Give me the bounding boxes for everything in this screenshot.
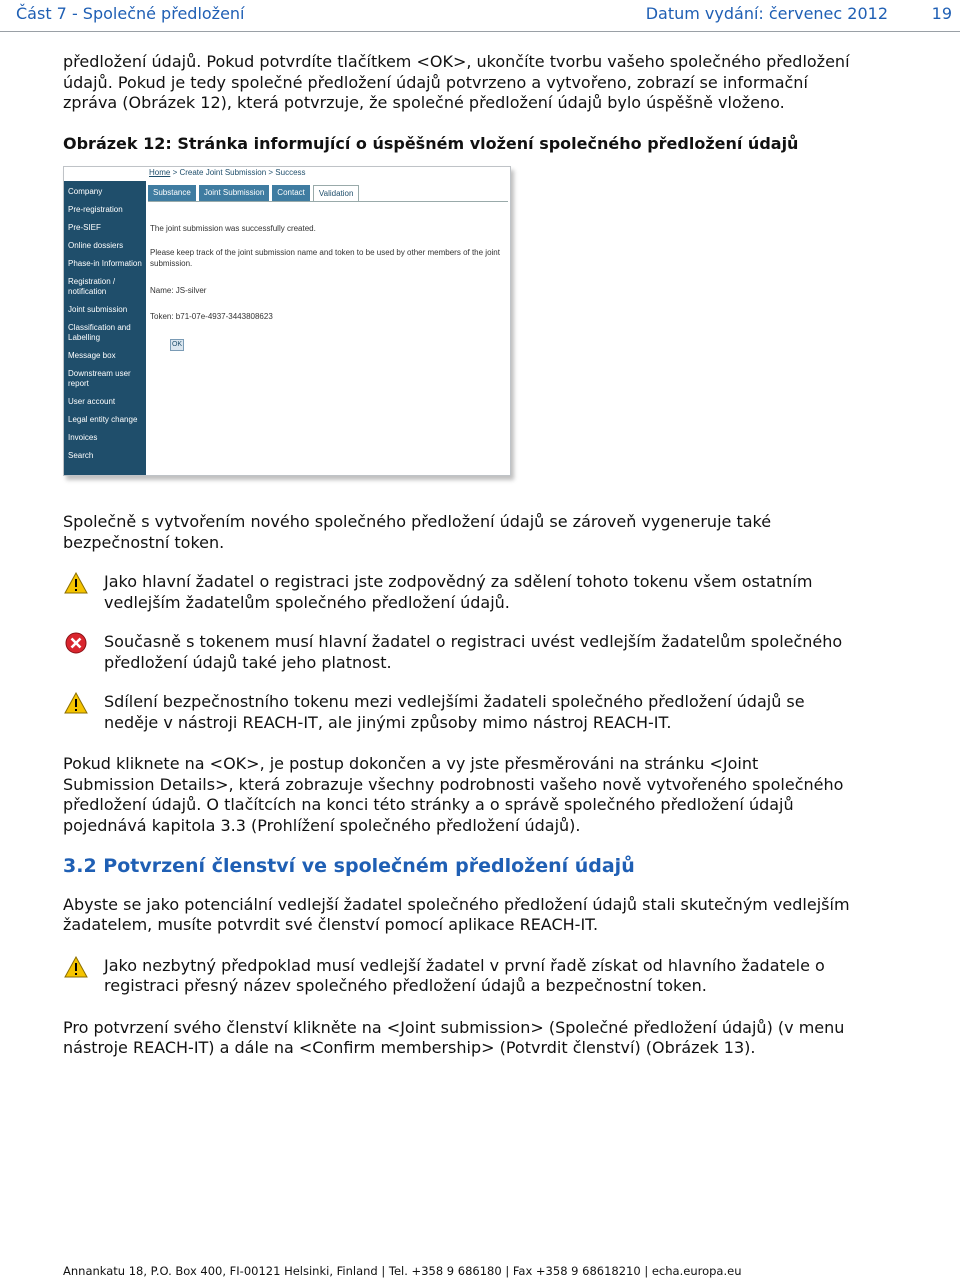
success-message: The joint submission was successfully created. [150,224,316,233]
note-text: Současně s tokenem musí hlavní žadatel o registraci uvést vedlejším žadatelům společného předložení údajů také jeho platnost. [104,632,843,672]
intro-paragraph: předložení údajů. Pokud potvrdíte tlačítkem <OK>, ukončíte tvorbu vašeho společného předložení údajů. Pokud je tedy společné předložení údajů potvrzeno a vytvořeno, zobrazí se informační zpráva (Obrázek 12), která potvrzuje, že společné předložení údajů bylo úspěšně vloženo. [63,52,850,112]
menu-item: Classification and Labelling [68,323,131,342]
note-text: Jako nezbytný předpoklad musí vedlejší žadatel v první řadě získat od hlavního žadatele o registraci přesný název společného předložení údajů a bezpečnostní token. [104,955,825,995]
warning-icon [64,956,88,978]
menu-item: Invoices [68,433,98,442]
page-header [0,0,960,32]
warning-icon [64,692,88,714]
menu-item: Registration / notification [68,277,116,296]
sidebar-menu [64,181,146,475]
note-text: Jako hlavní žadatel o registraci jste zodpovědný za sdělení tohoto tokenu všem ostatním vedlejším žadatelům společného předložení údajů. [104,572,813,612]
page-footer: Annankatu 18, P.O. Box 400, FI-00121 Helsinki, Finland | Tel. +358 9 686180 | Fax +358 9 68618210 | echa.europa.eu [63,1264,742,1278]
menu-item: Legal entity change [68,415,138,424]
warning-icon [64,572,88,594]
figure-12 [63,166,853,476]
menu-item: Pre-SIEF [68,223,101,232]
figure-caption: Obrázek 12: Stránka informující o úspěšném vložení společného předložení údajů [63,133,799,153]
issue-date: Datum vydání: červenec 2012 [645,4,888,23]
tab-joint-submission: Joint Submission [199,185,269,201]
menu-item: Company [68,187,103,196]
keep-track-message: Please keep track of the joint submission name and token to be used by other members of the joint submission. [150,248,500,268]
warning-note [63,692,853,733]
menu-item: Pre-registration [68,205,123,214]
breadcrumb [149,168,306,177]
menu-item: Message box [68,351,116,360]
tab-contact: Contact [272,185,310,201]
menu-item: Downstream user report [68,369,131,388]
page-number: 19 [931,4,952,23]
page-content [63,52,853,1059]
section-title: Část 7 - Společné předložení [16,4,245,23]
tab-validation: Validation [313,185,360,201]
ok-paragraph: Pokud kliknete na <OK>, je postup dokončen a vy jste přesměrováni na stránku <Joint Submission Details>, která zobrazuje všechny podrobnosti vašeho nově vytvořeného společného předložení údajů. O tlačítcích na konci této stránky a o správě společného předložení údajů pojednává kapitola 3.3 (Prohlížení společného předložení údajů). [63,754,844,835]
warning-note [63,956,853,997]
error-note [63,632,853,673]
section-heading: 3.2 Potvrzení členství ve společném předložení údajů [63,855,635,877]
ok-button: OK [170,339,184,351]
membership-paragraph: Abyste se jako potenciální vedlejší žadatel společného předložení údajů stali skutečným vedlejším žadatelem, musíte potvrdit své členství pomocí aplikace REACH-IT. [63,894,850,934]
tab-bar [148,185,362,201]
error-icon [64,632,88,654]
menu-item: Joint submission [68,305,128,314]
menu-item: User account [68,397,116,406]
confirm-paragraph: Pro potvrzení svého členství klikněte na <Joint submission> (Společné předložení údajů) (v menu nástroje REACH-IT) a dále na <Confirm membership> (Potvrdit členství) (Obrázek 13). [63,1017,845,1057]
submission-token: Token: b71-07e-4937-3443808623 [150,312,273,321]
submission-name: Name: JS-silver [150,286,207,295]
tab-underline [148,201,508,202]
token-paragraph: Společně s vytvořením nového společného předložení údajů se zároveň vygeneruje také bezpečnostní token. [63,512,772,552]
menu-item: Online dossiers [68,241,124,250]
menu-item: Search [68,451,94,460]
breadcrumb-home: Home [149,168,171,177]
menu-item: Phase-in Information [68,259,142,268]
breadcrumb-path: > Create Joint Submission > Success [170,168,306,177]
tab-substance: Substance [148,185,196,201]
warning-note [63,572,853,613]
note-text: Sdílení bezpečnostního tokenu mezi vedlejšími žadateli společného předložení údajů se neděje v nástroji REACH-IT, ale jinými způsoby mimo nástroj REACH-IT. [104,692,805,732]
reach-it-screenshot [63,166,511,476]
